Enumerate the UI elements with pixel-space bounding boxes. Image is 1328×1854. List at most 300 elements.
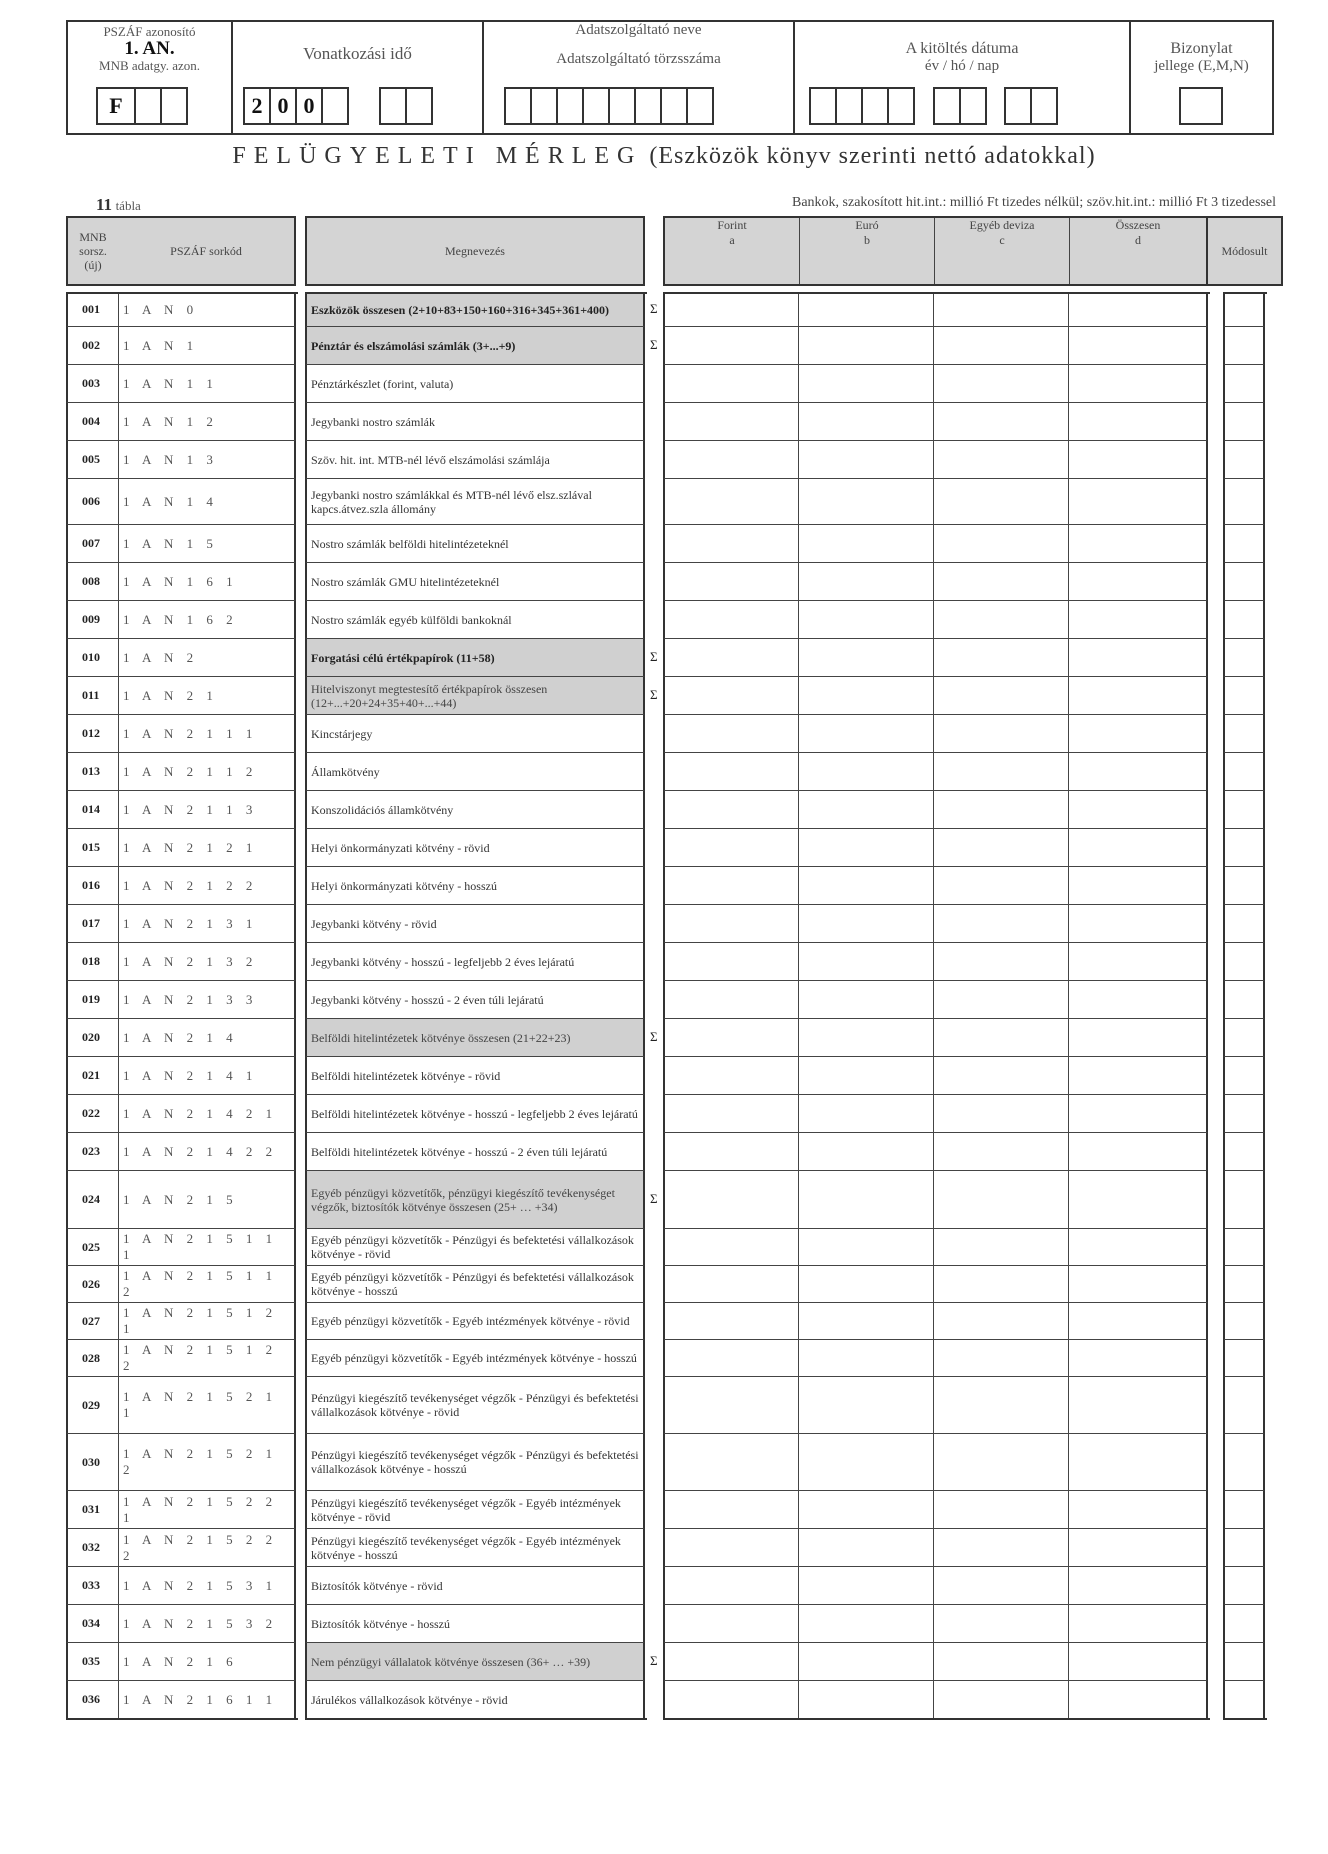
row-modified-checkbox[interactable]: [1223, 1094, 1265, 1132]
row-value-euro[interactable]: [798, 600, 933, 638]
row-modified-checkbox[interactable]: [1223, 1433, 1265, 1490]
row-value-forint[interactable]: [663, 1528, 798, 1566]
row-value-total[interactable]: [1068, 1528, 1208, 1566]
row-value-euro[interactable]: [798, 942, 933, 980]
row-modified-checkbox[interactable]: [1223, 752, 1265, 790]
row-value-forint[interactable]: [663, 1056, 798, 1094]
row-value-euro[interactable]: [798, 524, 933, 562]
row-value-other[interactable]: [933, 638, 1068, 676]
row-value-forint[interactable]: [663, 364, 798, 402]
row-value-other[interactable]: [933, 600, 1068, 638]
row-value-other[interactable]: [933, 866, 1068, 904]
table-row: [0, 402, 1328, 440]
row-value-total[interactable]: [1068, 676, 1208, 714]
col-header-forint-label: Forint: [717, 218, 747, 232]
row-modified-checkbox[interactable]: [1223, 1056, 1265, 1094]
row-value-total[interactable]: [1068, 942, 1208, 980]
row-value-other[interactable]: [933, 790, 1068, 828]
provider-reg-boxes[interactable]: [504, 87, 712, 125]
row-name: Nostro számlák belföldi hitelintézeteknél: [305, 524, 645, 562]
row-pszaf-code: 1 A N 1 3: [118, 440, 296, 478]
col-header-forint-letter: a: [729, 233, 735, 247]
table-number-label: tábla: [115, 198, 141, 213]
row-pszaf-code: 1 A N 2 1 5 2 2 1: [118, 1490, 296, 1528]
row-pszaf-code: 1 A N 1: [118, 326, 296, 364]
row-modified-checkbox[interactable]: [1223, 828, 1265, 866]
row-name: Nem pénzügyi vállalatok kötvénye összesen (36+ … +39): [305, 1642, 645, 1680]
row-modified-checkbox[interactable]: [1223, 1566, 1265, 1604]
row-value-euro[interactable]: [798, 292, 933, 326]
row-value-total[interactable]: [1068, 326, 1208, 364]
row-name: Jegybanki kötvény - rövid: [305, 904, 645, 942]
col-header-forint: [665, 218, 800, 284]
row-value-forint[interactable]: [663, 980, 798, 1018]
row-value-euro[interactable]: [798, 1170, 933, 1228]
table-row: [0, 600, 1328, 638]
row-value-total[interactable]: [1068, 478, 1208, 524]
row-value-other[interactable]: [933, 524, 1068, 562]
row-value-forint[interactable]: [663, 1604, 798, 1642]
row-name: Egyéb pénzügyi közvetítők - Pénzügyi és befektetési vállalkozások kötvénye - rövid: [305, 1228, 645, 1265]
row-value-euro[interactable]: [798, 562, 933, 600]
row-value-euro[interactable]: [798, 638, 933, 676]
row-pszaf-code: 1 A N 2 1 5 2 1 1: [118, 1376, 296, 1433]
row-value-total[interactable]: [1068, 1228, 1208, 1265]
row-value-other[interactable]: [933, 562, 1068, 600]
row-value-other[interactable]: [933, 478, 1068, 524]
row-value-total[interactable]: [1068, 790, 1208, 828]
row-mnb-number: 014: [66, 790, 118, 828]
table-row: [0, 1094, 1328, 1132]
row-value-euro[interactable]: [798, 1376, 933, 1433]
row-value-forint[interactable]: [663, 440, 798, 478]
row-modified-checkbox[interactable]: [1223, 1642, 1265, 1680]
row-value-other[interactable]: [933, 1056, 1068, 1094]
row-value-forint[interactable]: [663, 638, 798, 676]
row-value-euro[interactable]: [798, 866, 933, 904]
row-mnb-number: 029: [66, 1376, 118, 1433]
row-name: Belföldi hitelintézetek kötvénye - hosszú - legfeljebb 2 éves lejáratú: [305, 1094, 645, 1132]
row-value-total[interactable]: [1068, 292, 1208, 326]
row-value-euro[interactable]: [798, 326, 933, 364]
period-boxes[interactable]: [243, 87, 431, 125]
row-modified-checkbox[interactable]: [1223, 562, 1265, 600]
row-modified-checkbox[interactable]: [1223, 478, 1265, 524]
row-mnb-number: 015: [66, 828, 118, 866]
row-value-forint[interactable]: [663, 1490, 798, 1528]
row-value-other[interactable]: [933, 980, 1068, 1018]
row-value-other[interactable]: [933, 1433, 1068, 1490]
row-pszaf-code: 1 A N 1 6 2: [118, 600, 296, 638]
row-value-euro[interactable]: [798, 1018, 933, 1056]
document-type-input[interactable]: [1179, 87, 1223, 125]
row-name: Pénzügyi kiegészítő tevékenységet végzők - Egyéb intézmények kötvénye - rövid: [305, 1490, 645, 1528]
row-modified-checkbox[interactable]: [1223, 1376, 1265, 1433]
row-value-other[interactable]: [933, 1265, 1068, 1302]
table-row: [0, 1132, 1328, 1170]
provider-reg-label: Adatszolgáltató törzsszáma: [556, 51, 721, 67]
row-value-euro[interactable]: [798, 1490, 933, 1528]
row-value-other[interactable]: [933, 402, 1068, 440]
row-value-total[interactable]: [1068, 1094, 1208, 1132]
period-digit-1[interactable]: 2: [243, 87, 271, 125]
row-value-other[interactable]: [933, 1528, 1068, 1566]
row-value-euro[interactable]: [798, 828, 933, 866]
row-modified-checkbox[interactable]: [1223, 292, 1265, 326]
date-year-digit[interactable]: [809, 87, 837, 125]
row-value-other[interactable]: [933, 1680, 1068, 1718]
row-modified-checkbox[interactable]: [1223, 402, 1265, 440]
row-modified-checkbox[interactable]: [1223, 1680, 1265, 1718]
document-type-boxes[interactable]: [1179, 87, 1221, 125]
row-name: Jegybanki nostro számlákkal és MTB-nél lévő elsz.szlával kapcs.átvez.szla állomány: [305, 478, 645, 524]
row-value-other[interactable]: [933, 1604, 1068, 1642]
row-pszaf-code: 1 A N 2 1 5 3 2: [118, 1604, 296, 1642]
row-pszaf-code: 1 A N 2 1 6 1 1: [118, 1680, 296, 1718]
provider-box: [482, 20, 795, 135]
table-row: [0, 1376, 1328, 1433]
row-value-other[interactable]: [933, 1018, 1068, 1056]
table-row: [0, 1642, 1328, 1680]
row-value-euro[interactable]: [798, 676, 933, 714]
row-value-euro[interactable]: [798, 1265, 933, 1302]
row-name: Eszközök összesen (2+10+83+150+160+316+345+361+400): [305, 292, 645, 326]
row-value-euro[interactable]: [798, 1339, 933, 1376]
row-value-forint[interactable]: [663, 326, 798, 364]
row-value-forint[interactable]: [663, 1170, 798, 1228]
row-value-total[interactable]: [1068, 1680, 1208, 1718]
table-row: [0, 638, 1328, 676]
row-value-other[interactable]: [933, 1132, 1068, 1170]
row-value-forint[interactable]: [663, 752, 798, 790]
row-name: Egyéb pénzügyi közvetítők - Egyéb intézmények kötvénye - hosszú: [305, 1339, 645, 1376]
table-top-border-values: [663, 292, 1210, 294]
row-mnb-number: 012: [66, 714, 118, 752]
row-value-other[interactable]: [933, 1376, 1068, 1433]
row-mnb-number: 017: [66, 904, 118, 942]
date-month-digit[interactable]: [959, 87, 987, 125]
document-type-label: Bizonylat: [1170, 40, 1233, 57]
row-value-forint[interactable]: [663, 1642, 798, 1680]
row-value-total[interactable]: [1068, 752, 1208, 790]
row-value-other[interactable]: [933, 752, 1068, 790]
page-title: [0, 143, 1328, 170]
row-value-euro[interactable]: [798, 980, 933, 1018]
pszaf-id-box: [66, 20, 233, 135]
row-pszaf-code: 1 A N 2 1 4 2 1: [118, 1094, 296, 1132]
period-digit-5[interactable]: [379, 87, 407, 125]
row-value-euro[interactable]: [798, 1228, 933, 1265]
row-value-total[interactable]: [1068, 1490, 1208, 1528]
row-mnb-number: 018: [66, 942, 118, 980]
row-value-forint[interactable]: [663, 676, 798, 714]
row-value-total[interactable]: [1068, 1339, 1208, 1376]
row-modified-checkbox[interactable]: [1223, 904, 1265, 942]
date-day-digit[interactable]: [1030, 87, 1058, 125]
row-value-other[interactable]: [933, 1642, 1068, 1680]
row-name: Biztosítók kötvénye - rövid: [305, 1566, 645, 1604]
table-row: [0, 1680, 1328, 1718]
row-modified-checkbox[interactable]: [1223, 600, 1265, 638]
table-top-border-modified: [1223, 292, 1267, 294]
row-value-total[interactable]: [1068, 1302, 1208, 1339]
row-modified-checkbox[interactable]: [1223, 790, 1265, 828]
period-digit-3[interactable]: 0: [295, 87, 323, 125]
fill-date-label: A kitöltés dátuma: [905, 40, 1019, 57]
row-value-euro[interactable]: [798, 714, 933, 752]
table-row: [0, 1339, 1328, 1376]
row-modified-checkbox[interactable]: [1223, 1490, 1265, 1528]
provider-reg-digit[interactable]: [582, 87, 610, 125]
fill-date-box: [793, 20, 1131, 135]
row-mnb-number: 023: [66, 1132, 118, 1170]
sum-sigma-icon: Σ: [650, 1191, 658, 1206]
period-digit-2[interactable]: 0: [269, 87, 297, 125]
row-value-other[interactable]: [933, 1170, 1068, 1228]
row-value-forint[interactable]: [663, 478, 798, 524]
row-value-total[interactable]: [1068, 440, 1208, 478]
mnb-id-box-3[interactable]: [160, 87, 188, 125]
row-modified-checkbox[interactable]: [1223, 1302, 1265, 1339]
row-value-total[interactable]: [1068, 1018, 1208, 1056]
row-value-total[interactable]: [1068, 1132, 1208, 1170]
row-modified-checkbox[interactable]: [1223, 524, 1265, 562]
date-month-digit[interactable]: [933, 87, 961, 125]
row-name: Járulékos vállalkozások kötvénye - rövid: [305, 1680, 645, 1718]
row-modified-checkbox[interactable]: [1223, 1228, 1265, 1265]
table-row: [0, 1228, 1328, 1265]
row-pszaf-code: 1 A N 1 6 1: [118, 562, 296, 600]
row-value-forint[interactable]: [663, 600, 798, 638]
row-value-other[interactable]: [933, 364, 1068, 402]
row-value-other[interactable]: [933, 292, 1068, 326]
provider-reg-digit[interactable]: [660, 87, 688, 125]
table-bottom-border-name: [305, 1718, 647, 1720]
row-modified-checkbox[interactable]: [1223, 1265, 1265, 1302]
row-value-other[interactable]: [933, 440, 1068, 478]
table-bottom-border-left: [66, 1718, 298, 1720]
table-row: [0, 676, 1328, 714]
table-row: [0, 1265, 1328, 1302]
row-value-forint[interactable]: [663, 1132, 798, 1170]
row-value-total[interactable]: [1068, 364, 1208, 402]
row-value-euro[interactable]: [798, 1680, 933, 1718]
row-modified-checkbox[interactable]: [1223, 942, 1265, 980]
mnb-id-box-1[interactable]: F: [96, 87, 136, 125]
row-value-forint[interactable]: [663, 1018, 798, 1056]
row-value-other[interactable]: [933, 1094, 1068, 1132]
row-value-other[interactable]: [933, 676, 1068, 714]
row-modified-checkbox[interactable]: [1223, 326, 1265, 364]
provider-reg-digit[interactable]: [504, 87, 532, 125]
row-value-euro[interactable]: [798, 1056, 933, 1094]
mnb-id-box-2[interactable]: [134, 87, 162, 125]
table-row: [0, 292, 1328, 326]
row-value-forint[interactable]: [663, 1265, 798, 1302]
row-value-total[interactable]: [1068, 1566, 1208, 1604]
col-header-total-letter: d: [1135, 233, 1141, 247]
period-digit-4[interactable]: [321, 87, 349, 125]
date-year-digit[interactable]: [835, 87, 863, 125]
row-value-total[interactable]: [1068, 402, 1208, 440]
row-mnb-number: 010: [66, 638, 118, 676]
row-value-forint[interactable]: [663, 904, 798, 942]
row-modified-checkbox[interactable]: [1223, 1339, 1265, 1376]
row-value-total[interactable]: [1068, 638, 1208, 676]
row-value-euro[interactable]: [798, 752, 933, 790]
row-value-other[interactable]: [933, 1339, 1068, 1376]
mnb-id-label: MNB adatgy. azon.: [99, 58, 200, 73]
row-value-other[interactable]: [933, 1228, 1068, 1265]
row-value-forint[interactable]: [663, 562, 798, 600]
row-modified-checkbox[interactable]: [1223, 1132, 1265, 1170]
row-value-euro[interactable]: [798, 1566, 933, 1604]
row-name: Nostro számlák egyéb külföldi bankoknál: [305, 600, 645, 638]
row-value-forint[interactable]: [663, 524, 798, 562]
row-value-euro[interactable]: [798, 1302, 933, 1339]
row-value-euro[interactable]: [798, 904, 933, 942]
row-name: Pénzügyi kiegészítő tevékenységet végzők - Egyéb intézmények kötvénye - hosszú: [305, 1528, 645, 1566]
row-value-forint[interactable]: [663, 1094, 798, 1132]
row-value-other[interactable]: [933, 1490, 1068, 1528]
date-year-digit[interactable]: [887, 87, 915, 125]
row-value-total[interactable]: [1068, 600, 1208, 638]
row-value-euro[interactable]: [798, 1604, 933, 1642]
row-value-forint[interactable]: [663, 828, 798, 866]
row-value-euro[interactable]: [798, 478, 933, 524]
document-type-sub: jellege (E,M,N): [1154, 58, 1249, 74]
row-value-forint[interactable]: [663, 402, 798, 440]
row-value-euro[interactable]: [798, 790, 933, 828]
row-value-euro[interactable]: [798, 440, 933, 478]
row-value-forint[interactable]: [663, 714, 798, 752]
row-value-total[interactable]: [1068, 562, 1208, 600]
row-value-total[interactable]: [1068, 828, 1208, 866]
row-modified-checkbox[interactable]: [1223, 1604, 1265, 1642]
row-value-total[interactable]: [1068, 1433, 1208, 1490]
row-value-forint[interactable]: [663, 1680, 798, 1718]
provider-reg-digit[interactable]: [556, 87, 584, 125]
row-value-total[interactable]: [1068, 1376, 1208, 1433]
row-pszaf-code: 1 A N 2 1 6: [118, 1642, 296, 1680]
row-value-other[interactable]: [933, 904, 1068, 942]
pszaf-id-label: PSZÁF azonosító: [103, 24, 196, 39]
fill-date-boxes[interactable]: [809, 87, 1056, 125]
row-name: Szöv. hit. int. MTB-nél lévő elszámolási számlája: [305, 440, 645, 478]
row-modified-checkbox[interactable]: [1223, 866, 1265, 904]
row-value-other[interactable]: [933, 326, 1068, 364]
row-modified-checkbox[interactable]: [1223, 364, 1265, 402]
row-value-total[interactable]: [1068, 866, 1208, 904]
col-header-total: [1070, 218, 1206, 284]
provider-reg-digit[interactable]: [686, 87, 714, 125]
row-name: Forgatási célú értékpapírok (11+58): [305, 638, 645, 676]
row-value-total[interactable]: [1068, 1604, 1208, 1642]
row-mnb-number: 005: [66, 440, 118, 478]
row-value-forint[interactable]: [663, 1339, 798, 1376]
row-name: Hitelviszonyt megtestesítő értékpapírok összesen (12+...+20+24+35+40+...+44): [305, 676, 645, 714]
row-pszaf-code: 1 A N 1 5: [118, 524, 296, 562]
table-row: [0, 1433, 1328, 1490]
row-modified-checkbox[interactable]: [1223, 440, 1265, 478]
row-modified-checkbox[interactable]: [1223, 1170, 1265, 1228]
row-value-euro[interactable]: [798, 364, 933, 402]
row-value-forint[interactable]: [663, 1228, 798, 1265]
row-modified-checkbox[interactable]: [1223, 980, 1265, 1018]
row-value-forint[interactable]: [663, 1433, 798, 1490]
row-value-total[interactable]: [1068, 1056, 1208, 1094]
table-row: [0, 1302, 1328, 1339]
row-value-total[interactable]: [1068, 980, 1208, 1018]
row-value-euro[interactable]: [798, 402, 933, 440]
date-day-digit[interactable]: [1004, 87, 1032, 125]
row-value-euro[interactable]: [798, 1094, 933, 1132]
row-value-euro[interactable]: [798, 1642, 933, 1680]
row-name: Pénzügyi kiegészítő tevékenységet végzők - Pénzügyi és befektetési vállalkozások kötvénye - hosszú: [305, 1433, 645, 1490]
period-digit-6[interactable]: [405, 87, 433, 125]
col-header-other: [935, 218, 1070, 284]
row-modified-checkbox[interactable]: [1223, 1018, 1265, 1056]
row-mnb-number: 028: [66, 1339, 118, 1376]
row-value-euro[interactable]: [798, 1528, 933, 1566]
row-name: Egyéb pénzügyi közvetítők - Pénzügyi és befektetési vállalkozások kötvénye - hosszú: [305, 1265, 645, 1302]
col-header-mnb: MNB sorsz. (új): [66, 216, 120, 286]
row-value-other[interactable]: [933, 1566, 1068, 1604]
provider-reg-digit[interactable]: [634, 87, 662, 125]
row-value-other[interactable]: [933, 828, 1068, 866]
row-value-total[interactable]: [1068, 524, 1208, 562]
document-type-box: [1129, 20, 1274, 135]
row-value-total[interactable]: [1068, 1170, 1208, 1228]
mnb-id-boxes[interactable]: [96, 87, 186, 125]
row-name: Konszolidációs államkötvény: [305, 790, 645, 828]
date-year-digit[interactable]: [861, 87, 889, 125]
row-value-forint[interactable]: [663, 292, 798, 326]
row-pszaf-code: 1 A N 2 1 5 1 1 2: [118, 1265, 296, 1302]
row-modified-checkbox[interactable]: [1223, 1528, 1265, 1566]
provider-reg-digit[interactable]: [608, 87, 636, 125]
row-value-other[interactable]: [933, 1302, 1068, 1339]
table-row: [0, 752, 1328, 790]
row-value-euro[interactable]: [798, 1433, 933, 1490]
table-row: [0, 980, 1328, 1018]
row-value-euro[interactable]: [798, 1132, 933, 1170]
row-value-total[interactable]: [1068, 904, 1208, 942]
row-value-forint[interactable]: [663, 942, 798, 980]
row-value-forint[interactable]: [663, 866, 798, 904]
row-value-forint[interactable]: [663, 1376, 798, 1433]
row-modified-checkbox[interactable]: [1223, 638, 1265, 676]
row-value-total[interactable]: [1068, 1265, 1208, 1302]
row-modified-checkbox[interactable]: [1223, 714, 1265, 752]
row-name: Jegybanki kötvény - hosszú - legfeljebb 2 éves lejáratú: [305, 942, 645, 980]
table-row: [0, 714, 1328, 752]
row-value-total[interactable]: [1068, 714, 1208, 752]
row-value-total[interactable]: [1068, 1642, 1208, 1680]
row-value-forint[interactable]: [663, 1302, 798, 1339]
row-value-other[interactable]: [933, 714, 1068, 752]
row-modified-checkbox[interactable]: [1223, 676, 1265, 714]
row-pszaf-code: 1 A N 2 1 5 2 1 2: [118, 1433, 296, 1490]
row-pszaf-code: 1 A N 1 2: [118, 402, 296, 440]
provider-reg-digit[interactable]: [530, 87, 558, 125]
row-value-other[interactable]: [933, 942, 1068, 980]
row-value-forint[interactable]: [663, 1566, 798, 1604]
row-name: Kincstárjegy: [305, 714, 645, 752]
table-row: [0, 478, 1328, 524]
table-row: [0, 790, 1328, 828]
row-value-forint[interactable]: [663, 790, 798, 828]
